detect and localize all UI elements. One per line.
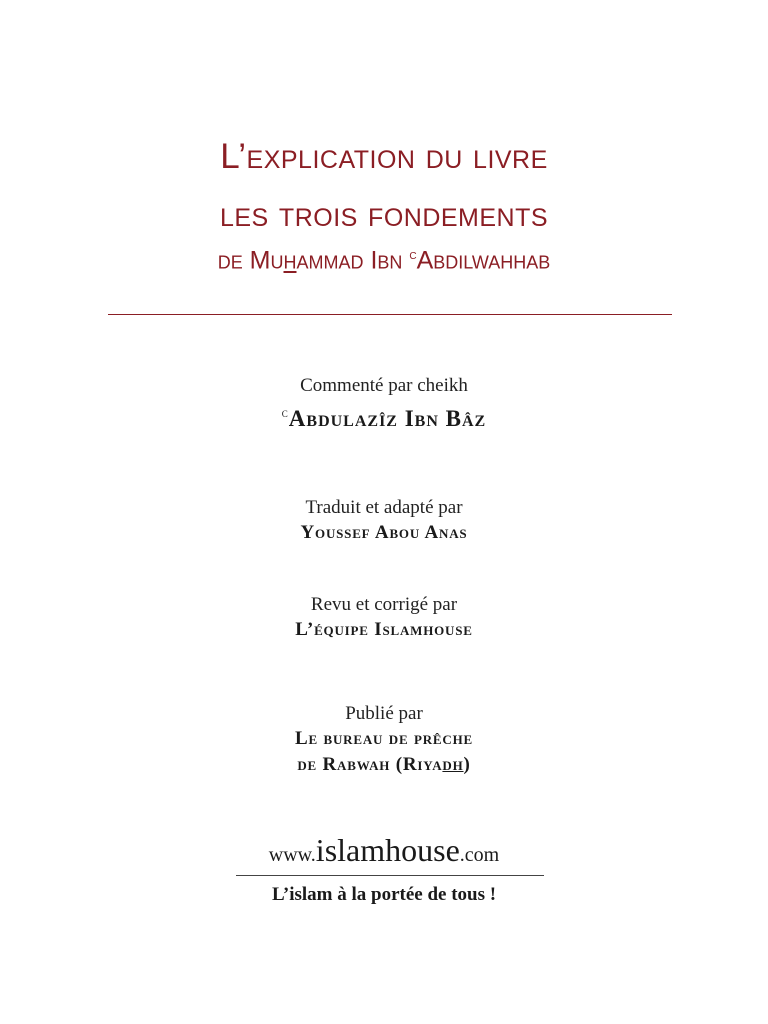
- commentary-label: Commenté par cheikh: [300, 375, 468, 396]
- title-author-line: [0, 240, 768, 276]
- revision-label: Revu et corrigé par: [310, 594, 458, 615]
- website-prefix: www.: [268, 844, 316, 866]
- publisher-name-line-2: [0, 752, 768, 778]
- translation-label: Traduit et adapté par: [305, 497, 463, 518]
- website-suffix: .com: [459, 844, 500, 866]
- publisher-credit: [0, 702, 768, 778]
- translation-credit: [0, 496, 768, 546]
- website-domain: islamhouse: [315, 832, 460, 868]
- title-line-2: les trois fondements: [219, 195, 549, 234]
- subtitle-mid: ammad Ibn: [296, 246, 410, 275]
- title-line-1: L’explication du livre: [220, 137, 548, 176]
- subtitle-post: Abdilwahhab: [416, 246, 551, 275]
- commentary-name: [0, 398, 768, 434]
- commentary-name-sup: c: [281, 406, 289, 420]
- subtitle-sup: c: [409, 247, 417, 262]
- commentary-name-text: Abdulazîz Ibn Bâz: [288, 405, 487, 431]
- revision-name: L’équipe Islamhouse: [295, 619, 473, 640]
- title-divider: [108, 314, 672, 315]
- book-title: [0, 128, 768, 276]
- publisher-line2-post: ): [463, 754, 471, 775]
- publisher-name-line-1: Le bureau de prêche: [295, 728, 473, 749]
- revision-credit: [0, 593, 768, 643]
- commentary-credit: [0, 374, 768, 434]
- translation-name: Youssef Abou Anas: [300, 522, 468, 543]
- publisher-label: Publié par: [345, 703, 423, 724]
- publisher-line2-pre: de Rabwah (Riya: [297, 754, 443, 775]
- website-url[interactable]: [0, 832, 768, 869]
- website-divider: [236, 875, 544, 876]
- publisher-line2-dh: dh: [442, 754, 464, 775]
- subtitle-h-underlined: h: [283, 246, 297, 275]
- subtitle-pre: de Mu: [217, 246, 284, 275]
- tagline: L’islam à la portée de tous !: [271, 884, 497, 905]
